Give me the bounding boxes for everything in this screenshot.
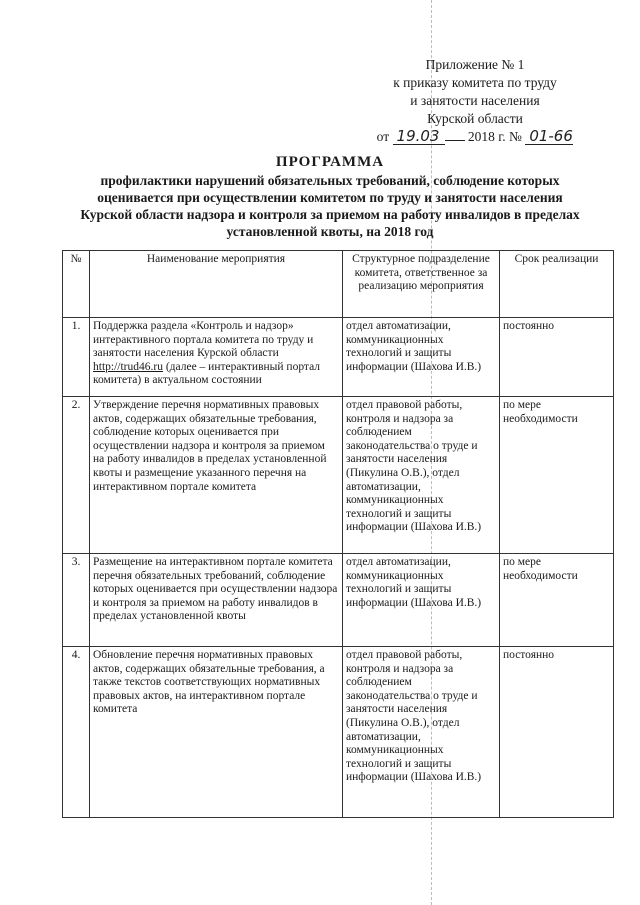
handwritten-number: 01-66 bbox=[525, 129, 573, 145]
row-dept: отдел автоматизации, коммуникационных технологий и защиты информации (Шахова И.В.) bbox=[343, 554, 500, 647]
row-name-text: Поддержка раздела «Контроль и надзор» интерактивного портала комитета по труду и занятости населения Курской области bbox=[93, 320, 314, 360]
table-row bbox=[63, 647, 614, 818]
annex-line-1: Приложение № 1 bbox=[425, 57, 525, 72]
annex-line-2: к приказу комитета по труду bbox=[393, 75, 557, 90]
table-row bbox=[63, 397, 614, 554]
title-subtitle: профилактики нарушений обязательных требований, соблюдение которых оценивается при осуществлении комитетом по труду и занятости населения Курской области надзора и контроля за приемом на работу инвалидов в пределах установленной квоты, на 2018 год bbox=[80, 173, 580, 239]
handwritten-date: 19.03 bbox=[393, 129, 445, 145]
date-underline bbox=[445, 140, 465, 141]
header-name: Наименование мероприятия bbox=[90, 251, 343, 318]
date-prefix: от bbox=[376, 129, 390, 144]
annex-header bbox=[360, 56, 590, 146]
annex-date-line bbox=[360, 128, 590, 146]
header-term: Срок реализации bbox=[500, 251, 614, 318]
annex-line-4: Курской области bbox=[427, 111, 523, 126]
row-term: по мере необходимости bbox=[500, 554, 614, 647]
row-name: Обновление перечня нормативных правовых актов, содержащих обязательные требования, а также текстов соответствующих нормативных правовых актов, на интерактивном портале комитета bbox=[90, 647, 343, 818]
row-num: 2. bbox=[63, 397, 90, 554]
portal-link[interactable]: http://trud46.ru bbox=[93, 360, 163, 373]
program-title bbox=[70, 152, 590, 240]
header-num: № bbox=[63, 251, 90, 318]
row-num: 3. bbox=[63, 554, 90, 647]
row-name: Размещение на интерактивном портале комитета перечня обязательных требований, соблюдение которых оценивается при осуществлении надзора и контроля за приемом на работу инвалидов в пределах установленной квоты bbox=[90, 554, 343, 647]
row-num: 4. bbox=[63, 647, 90, 818]
row-dept: отдел правовой работы, контроля и надзора за соблюдением законодательства о труде и занятости населения (Пикулина О.В.), отдел автоматизации, коммуникационных технологий и защиты информации (Шахова И.В.) bbox=[343, 397, 500, 554]
table-row bbox=[63, 554, 614, 647]
row-dept: отдел правовой работы, контроля и надзора за соблюдением законодательства о труде и занятости населения (Пикулина О.В.), отдел автоматизации, коммуникационных технологий и защиты информации (Шахова И.В.) bbox=[343, 647, 500, 818]
row-term: по мере необходимости bbox=[500, 397, 614, 554]
table-header-row bbox=[63, 251, 614, 318]
row-num: 1. bbox=[63, 318, 90, 397]
title-main: ПРОГРАММА bbox=[275, 154, 385, 170]
header-dept: Структурное подразделение комитета, ответственное за реализацию мероприятия bbox=[343, 251, 500, 318]
annex-line-3: и занятости населения bbox=[410, 93, 540, 108]
row-name-text-cont: (далее – интерактивный портал комитета) в актуальном состоянии bbox=[93, 360, 321, 387]
row-name: Утверждение перечня нормативных правовых актов, содержащих обязательные требования, соблюдение которых оценивается при осуществлении надзора и контроля за приемом на работу инвалидов в пределах установленной квоты и размещение указанного перечня на интерактивном портале комитета bbox=[90, 397, 343, 554]
year-text: 2018 г. № bbox=[467, 129, 522, 144]
program-table bbox=[62, 250, 614, 818]
row-term: постоянно bbox=[500, 318, 614, 397]
row-name bbox=[90, 318, 343, 397]
row-term: постоянно bbox=[500, 647, 614, 818]
row-dept: отдел автоматизации, коммуникационных технологий и защиты информации (Шахова И.В.) bbox=[343, 318, 500, 397]
table-row bbox=[63, 318, 614, 397]
